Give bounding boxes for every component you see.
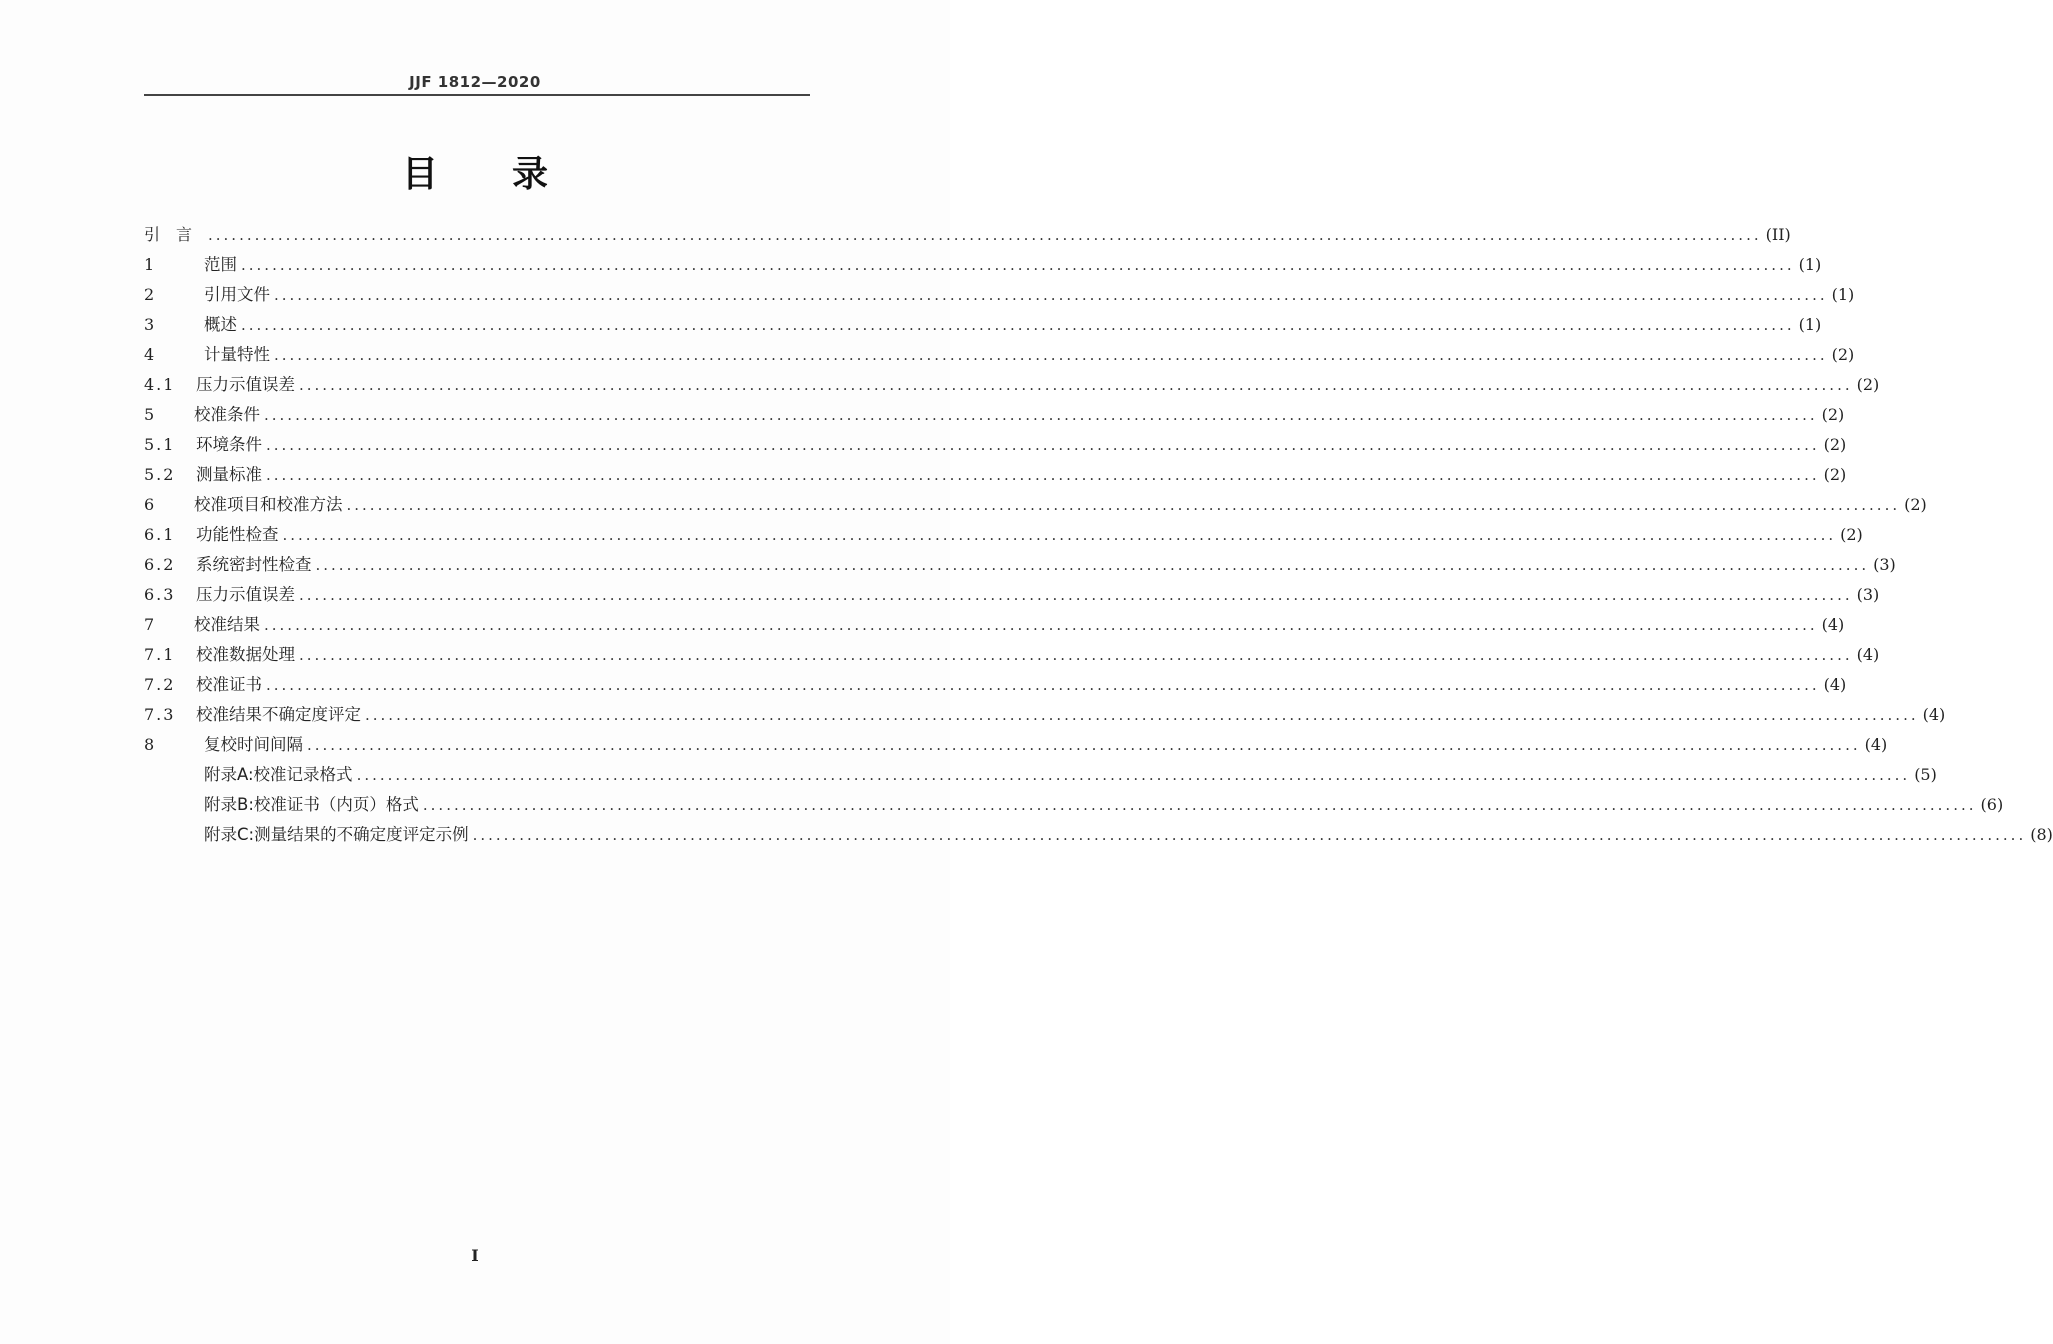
toc-entry[interactable] bbox=[144, 610, 1845, 640]
toc-entry[interactable] bbox=[144, 310, 1822, 340]
toc-entry-number: 8 bbox=[144, 735, 155, 754]
toc-entry[interactable] bbox=[144, 400, 1845, 430]
toc-entry-title: 测量标准 bbox=[196, 465, 262, 484]
toc-entry[interactable] bbox=[144, 340, 1855, 370]
toc-leader-dots: ........................................................................................................................................................................................................ bbox=[356, 766, 1911, 784]
toc-entry[interactable] bbox=[144, 430, 1847, 460]
toc-entry-title: 校准结果 bbox=[194, 615, 260, 634]
toc-leader-dots: ........................................................................................................................................................................................................ bbox=[241, 256, 1795, 274]
toc-entry[interactable] bbox=[144, 820, 2053, 850]
toc-entry-number: 4.1 bbox=[144, 375, 176, 394]
toc-leader-dots: ........................................................................................................................................................................................................ bbox=[241, 316, 1795, 334]
toc-entry-page: (3) bbox=[1873, 555, 1896, 574]
toc-entry[interactable] bbox=[144, 520, 1863, 550]
toc-entry-page: (3) bbox=[1856, 585, 1880, 604]
toc-entry-page: (2) bbox=[1823, 465, 1847, 484]
toc-entry[interactable] bbox=[144, 730, 1888, 760]
toc-entry[interactable] bbox=[144, 670, 1847, 700]
toc-entry[interactable] bbox=[144, 250, 1822, 280]
toc-leader-dots: ........................................................................................................................................................................................................ bbox=[274, 286, 1828, 304]
toc-leader-dots: ........................................................................................................................................................................................................ bbox=[299, 646, 1853, 664]
toc-leader-dots: ........................................................................................................................................................................................................ bbox=[282, 526, 1837, 544]
toc-entry[interactable] bbox=[144, 460, 1847, 490]
toc-entry-page: (4) bbox=[1821, 615, 1845, 634]
toc-entry-number: 2 bbox=[144, 285, 155, 304]
header-rule bbox=[144, 94, 810, 96]
toc-entry[interactable] bbox=[144, 550, 1896, 580]
toc-entry-title: 系统密封性检查 bbox=[196, 555, 312, 574]
toc-leader-dots: ........................................................................................................................................................................................................ bbox=[266, 436, 1820, 454]
toc-leader-dots: ........................................................................................................................................................................................................ bbox=[307, 736, 1861, 754]
toc-entry-number: 1 bbox=[144, 255, 155, 274]
toc-entry[interactable] bbox=[144, 640, 1880, 670]
toc-entry-page: (2) bbox=[1823, 435, 1847, 454]
toc-entry-title: 附录C:测量结果的不确定度评定示例 bbox=[204, 825, 469, 844]
toc-entry-title: 引用文件 bbox=[204, 285, 270, 304]
toc-leader-dots: ........................................................................................................................................................................................................ bbox=[365, 706, 1919, 724]
toc-entry-number: 6.3 bbox=[144, 585, 176, 604]
toc-entry-number: 5 bbox=[144, 405, 155, 424]
toc-entry-page: (5) bbox=[1914, 765, 1937, 784]
toc-entry-number: 3 bbox=[144, 315, 155, 334]
toc-entry-title: 功能性检查 bbox=[196, 525, 279, 544]
toc-leader-dots: ........................................................................................................................................................................................................ bbox=[346, 496, 1901, 514]
toc-entry[interactable] bbox=[144, 790, 2004, 820]
toc-entry-page: (8) bbox=[2030, 825, 2053, 844]
toc-entry-title: 范围 bbox=[204, 255, 237, 274]
toc-entry-title: 校准数据处理 bbox=[196, 645, 295, 664]
toc-entry-page: (1) bbox=[1798, 255, 1822, 274]
toc-leader-dots: ........................................................................................................................................................................................................ bbox=[264, 616, 1818, 634]
toc-entry-title: 复校时间间隔 bbox=[204, 735, 303, 754]
toc-entry-number: 7.2 bbox=[144, 675, 176, 694]
toc-entry-page: (4) bbox=[1856, 645, 1880, 664]
toc-entry[interactable] bbox=[144, 490, 1927, 520]
toc-leader-dots: ........................................................................................................................................................................................................ bbox=[208, 226, 1762, 244]
title-char-1: 目 bbox=[401, 154, 438, 195]
toc-leader-dots: ........................................................................................................................................................................................................ bbox=[299, 376, 1853, 394]
toc-entry-title: 压力示值误差 bbox=[196, 375, 295, 394]
toc-entry-page: (2) bbox=[1831, 345, 1855, 364]
standard-code-header: JJF 1812—2020 bbox=[409, 73, 541, 91]
table-of-contents bbox=[144, 220, 2053, 850]
toc-entry-page: (II) bbox=[1765, 225, 1791, 244]
toc-entry-title: 校准结果不确定度评定 bbox=[196, 705, 361, 724]
toc-leader-dots: ........................................................................................................................................................................................................ bbox=[266, 466, 1820, 484]
page-number: I bbox=[471, 1246, 479, 1265]
toc-entry-number: 7.1 bbox=[144, 645, 176, 664]
toc-entry[interactable] bbox=[144, 220, 1791, 250]
toc-entry-title: 概述 bbox=[204, 315, 237, 334]
toc-entry-page: (2) bbox=[1904, 495, 1927, 514]
toc-entry-title: 附录B:校准证书（内页）格式 bbox=[204, 795, 419, 814]
toc-entry-number: 7.3 bbox=[144, 705, 176, 724]
toc-entry[interactable] bbox=[144, 280, 1855, 310]
toc-leader-dots: ........................................................................................................................................................................................................ bbox=[299, 586, 1853, 604]
toc-leader-dots: ........................................................................................................................................................................................................ bbox=[274, 346, 1828, 364]
toc-entry-page: (1) bbox=[1831, 285, 1855, 304]
toc-entry-page: (4) bbox=[1922, 705, 1946, 724]
toc-entry-number: 6.1 bbox=[144, 525, 176, 544]
toc-leader-dots: ........................................................................................................................................................................................................ bbox=[422, 796, 1977, 814]
page-title bbox=[0, 146, 950, 197]
toc-entry-number: 6 bbox=[144, 495, 155, 514]
toc-entry-page: (2) bbox=[1840, 525, 1863, 544]
toc-entry-title: 附录A:校准记录格式 bbox=[204, 765, 353, 784]
toc-entry[interactable] bbox=[144, 700, 1946, 730]
toc-entry-title: 校准证书 bbox=[196, 675, 262, 694]
toc-entry-title: 校准项目和校准方法 bbox=[194, 495, 343, 514]
toc-entry-number: 引 言 bbox=[144, 225, 193, 244]
toc-entry-title: 校准条件 bbox=[194, 405, 260, 424]
toc-leader-dots: ........................................................................................................................................................................................................ bbox=[266, 676, 1820, 694]
toc-entry-title: 计量特性 bbox=[204, 345, 270, 364]
toc-entry-number: 7 bbox=[144, 615, 155, 634]
toc-entry-page: (2) bbox=[1856, 375, 1880, 394]
toc-entry-number: 4 bbox=[144, 345, 155, 364]
toc-entry-page: (4) bbox=[1823, 675, 1847, 694]
toc-entry-title: 压力示值误差 bbox=[196, 585, 295, 604]
toc-entry-number: 6.2 bbox=[144, 555, 176, 574]
toc-entry-title: 环境条件 bbox=[196, 435, 262, 454]
toc-entry-number: 5.2 bbox=[144, 465, 176, 484]
title-char-2: 录 bbox=[512, 154, 549, 195]
toc-leader-dots: ........................................................................................................................................................................................................ bbox=[315, 556, 1870, 574]
toc-entry-page: (6) bbox=[1980, 795, 2004, 814]
toc-leader-dots: ........................................................................................................................................................................................................ bbox=[472, 826, 2027, 844]
toc-entry[interactable] bbox=[144, 580, 1880, 610]
toc-entry-page: (1) bbox=[1798, 315, 1822, 334]
toc-leader-dots: ........................................................................................................................................................................................................ bbox=[264, 406, 1818, 424]
toc-entry-page: (4) bbox=[1864, 735, 1888, 754]
toc-entry-page: (2) bbox=[1821, 405, 1845, 424]
toc-entry[interactable] bbox=[144, 370, 1880, 400]
toc-entry-number: 5.1 bbox=[144, 435, 176, 454]
toc-entry[interactable] bbox=[144, 760, 1937, 790]
